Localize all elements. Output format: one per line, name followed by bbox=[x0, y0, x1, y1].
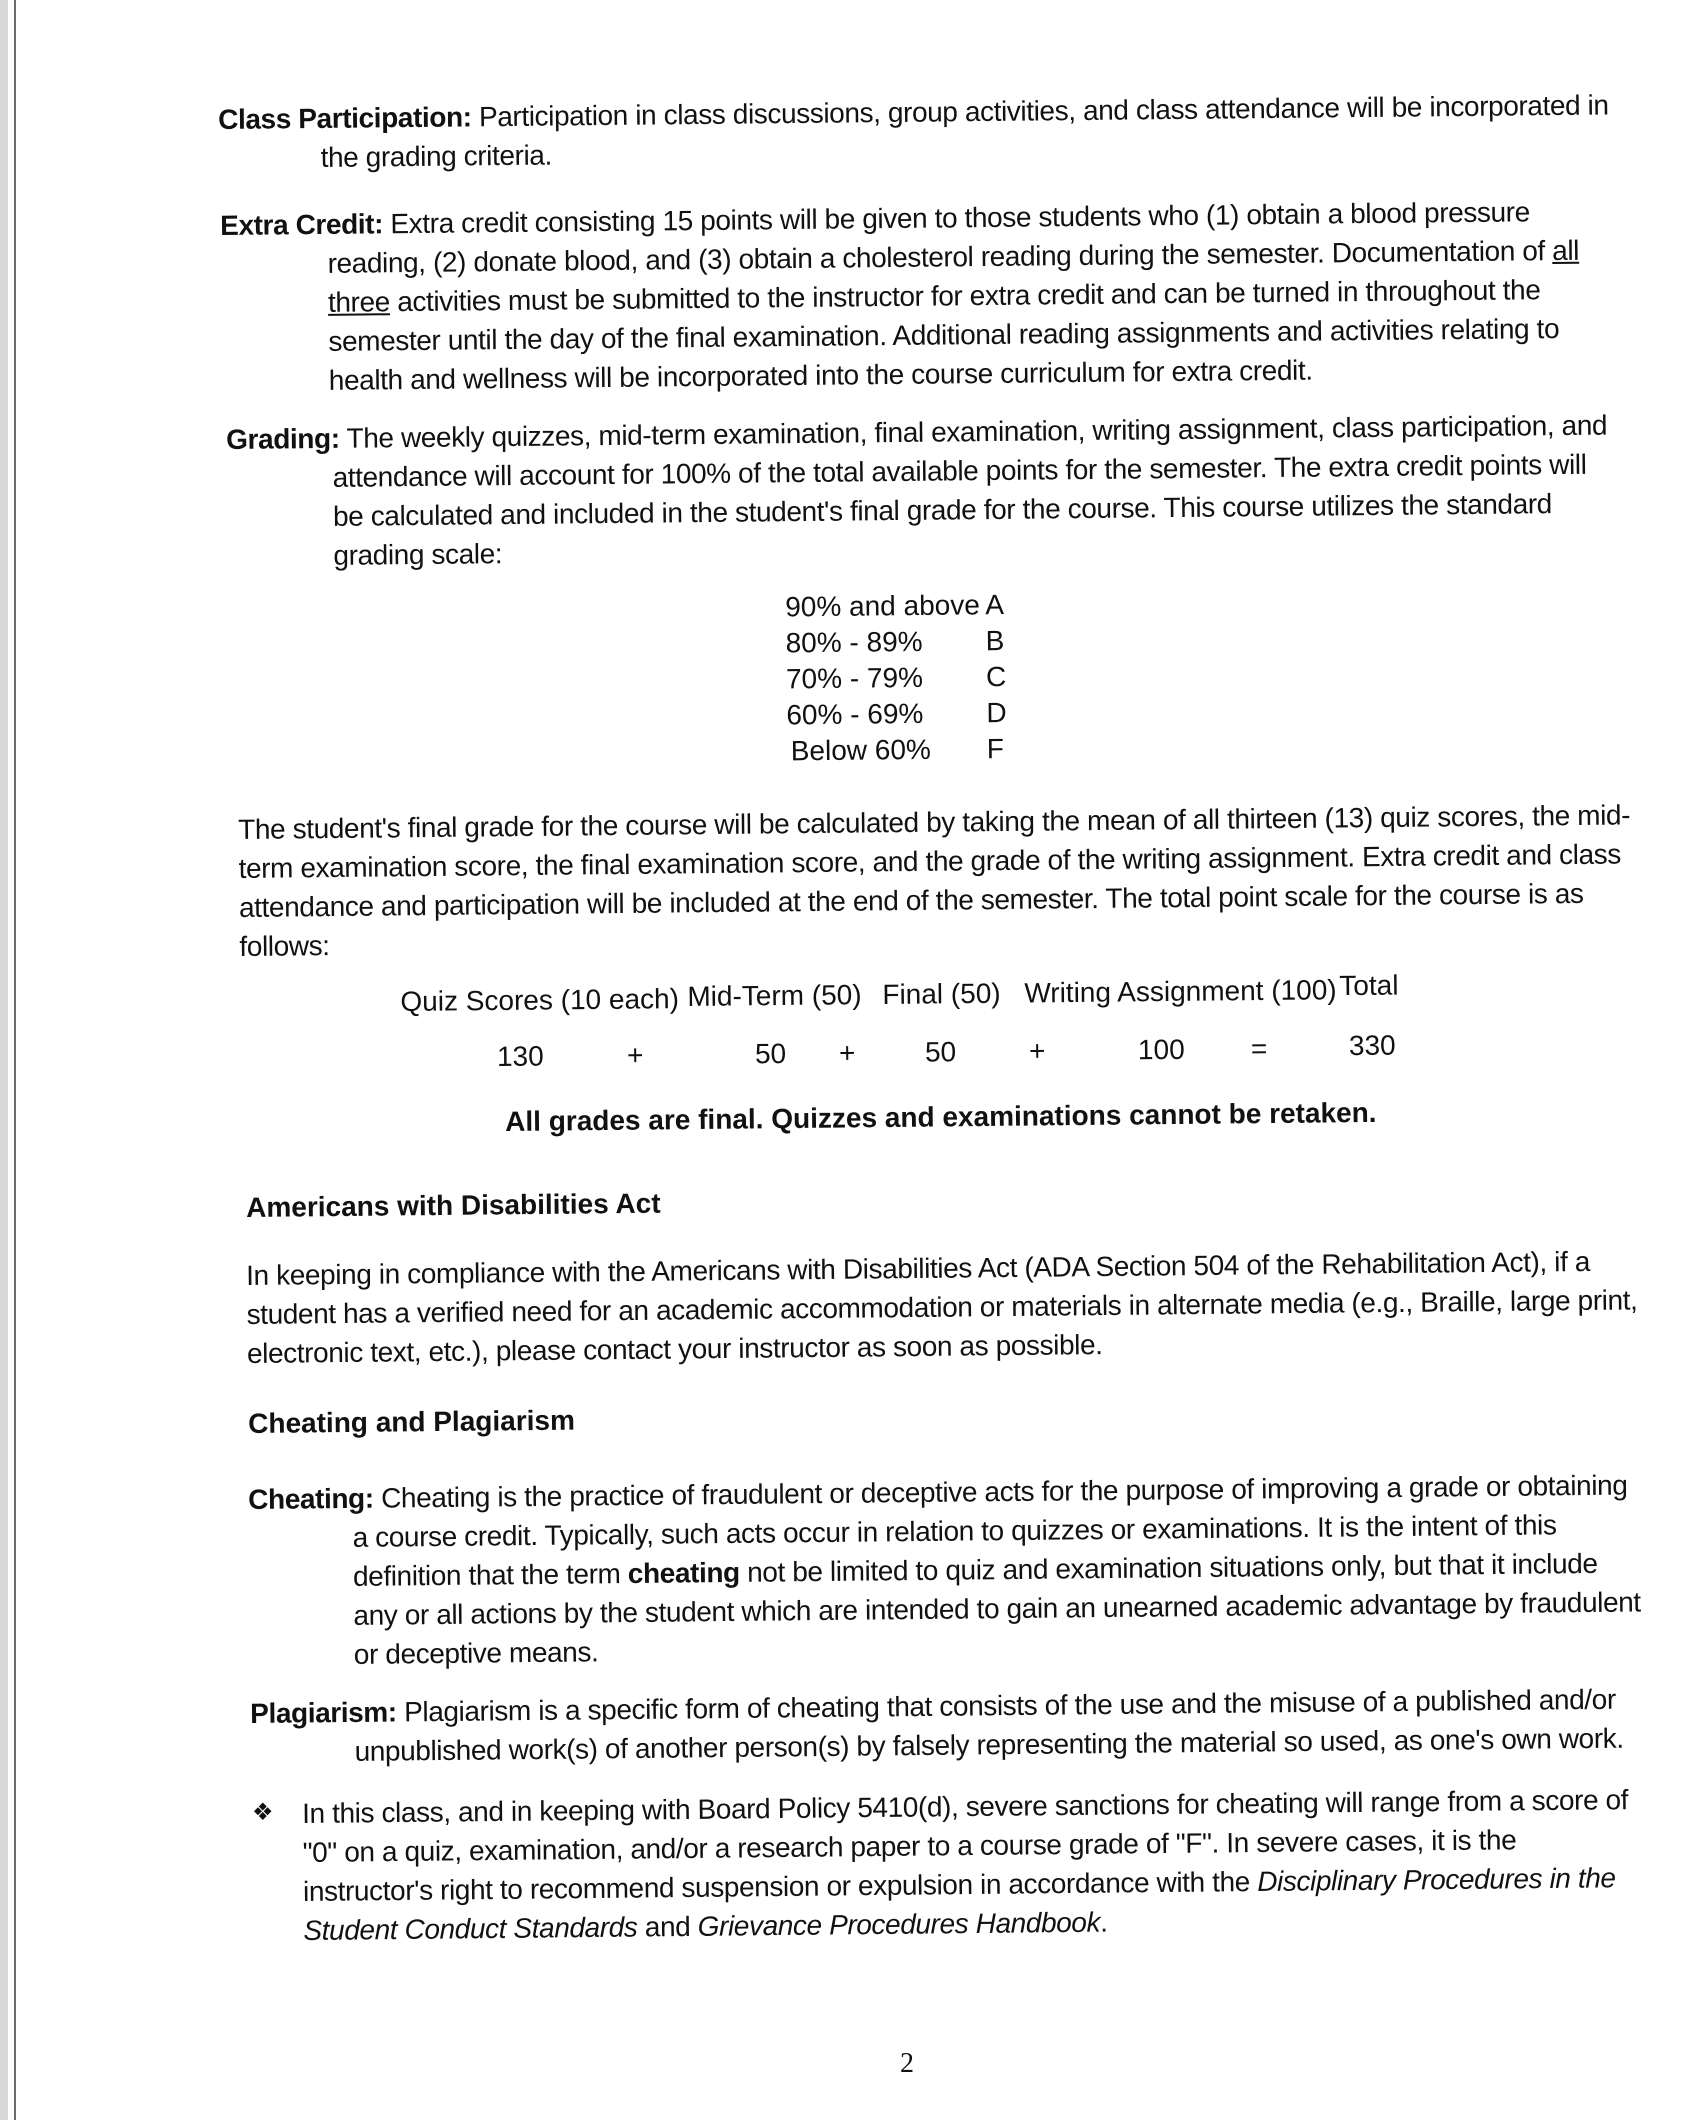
point-value-final: 50 bbox=[924, 1036, 957, 1068]
cheating-text-3: definition that the term bbox=[352, 1558, 628, 1592]
sanctions-text-1: In this class, and in keeping with Board Policy 5410(d), severe sanctions for cheating will range from a score of bbox=[302, 1784, 1629, 1829]
extra-credit-text-5: health and wellness will be incorporated into the course curriculum for extra credit. bbox=[328, 354, 1313, 396]
final-grade-text-1: The student's final grade for the course will be calculated by taking the mean of all thirteen (13) quiz scores, the mid- bbox=[238, 799, 1631, 845]
cheating-section bbox=[248, 1465, 1641, 1675]
final-grade-text-3: attendance and participation will be included at the end of the semester. The total point scale for the course is as bbox=[238, 877, 1584, 923]
cheating-text: Cheating is the practice of fraudulent or deceptive acts for the purpose of improving a grade or obtaining bbox=[380, 1469, 1628, 1514]
plagiarism-text: Plagiarism is a specific form of cheating that consists of the use and the misuse of a published and/or bbox=[403, 1683, 1616, 1728]
grade-letter: F bbox=[986, 733, 1005, 765]
point-header-quiz: Quiz Scores (10 each) bbox=[400, 983, 680, 1017]
grade-letter: A bbox=[985, 589, 1005, 621]
point-plus: + bbox=[838, 1037, 856, 1069]
extra-credit-section bbox=[220, 192, 1580, 401]
point-value-quiz: 130 bbox=[496, 1040, 544, 1072]
point-value-writing: 100 bbox=[1137, 1033, 1185, 1066]
ada-text-1: In keeping in compliance with the Americans with Disabilities Act (ADA Section 504 of the Rehabilitation Act), if a bbox=[246, 1245, 1591, 1291]
cheating-text-3b: not be limited to quiz and examination situations only, but that it include bbox=[739, 1547, 1598, 1588]
point-header-midterm: Mid-Term (50) bbox=[687, 979, 862, 1012]
grade-row bbox=[786, 695, 1046, 734]
grade-row bbox=[786, 659, 1046, 698]
ada-text-3: electronic text, etc.), please contact your instructor as soon as possible. bbox=[246, 1329, 1103, 1369]
point-header-final: Final (50) bbox=[882, 977, 1001, 1010]
extra-credit-text: Extra credit consisting 15 points will be given to those students who (1) obtain a blood pressure bbox=[390, 196, 1530, 240]
grading-text-2: attendance will account for 100% of the total available points for the semester. The extra credit points will bbox=[332, 448, 1587, 493]
class-participation-text: Participation in class discussions, group activities, and class attendance will be incorporated in bbox=[478, 89, 1609, 133]
grade-range: Below 60% bbox=[790, 733, 932, 767]
point-header-writing: Writing Assignment (100) bbox=[1024, 974, 1337, 1009]
plagiarism-label: Plagiarism: bbox=[250, 1696, 397, 1729]
cheating-text-5: or deceptive means. bbox=[353, 1636, 599, 1670]
final-note: All grades are final. Quizzes and examinations cannot be retaken. bbox=[505, 1096, 1377, 1137]
grade-row bbox=[787, 731, 1047, 770]
grading-text-4: grading scale: bbox=[333, 538, 503, 571]
grade-range: 70% - 79% bbox=[785, 661, 924, 695]
sanctions-text-4-italic: Student Conduct Standards bbox=[303, 1911, 638, 1946]
grading-label: Grading: bbox=[226, 422, 340, 455]
plagiarism-section bbox=[250, 1680, 1624, 1772]
grading-text: The weekly quizzes, mid-term examination, final examination, writing assignment, class participation, and bbox=[346, 409, 1608, 454]
sanctions-text-3: instructor's right to recommend suspension or expulsion in accordance with the bbox=[302, 1866, 1258, 1907]
cheating-text-2: a course credit. Typically, such acts occur in relation to quizzes or examinations. It is the intent of this bbox=[352, 1509, 1557, 1553]
cheating-label: Cheating: bbox=[248, 1482, 374, 1515]
point-equals: = bbox=[1250, 1032, 1268, 1065]
final-grade-text-4: follows: bbox=[239, 930, 330, 962]
grade-scale bbox=[785, 587, 1047, 770]
sanctions-section bbox=[302, 1780, 1630, 1950]
grading-text-3: be calculated and included in the student's final grade for the course. This course utilizes the standard bbox=[332, 488, 1553, 532]
ada-heading: Americans with Disabilities Act bbox=[246, 1187, 661, 1223]
sanctions-text-4-end: . bbox=[1099, 1906, 1108, 1938]
grade-range: 90% and above bbox=[785, 589, 981, 623]
point-plus: + bbox=[626, 1039, 644, 1071]
grade-row bbox=[785, 587, 1045, 626]
point-scale bbox=[400, 951, 1441, 1072]
point-value-total: 330 bbox=[1348, 1029, 1396, 1062]
sanctions-text-2: "0" on a quiz, examination, and/or a research paper to a course grade of "F". In severe cases, it is the bbox=[302, 1824, 1517, 1868]
diamond-bullet-icon: ❖ bbox=[252, 1799, 274, 1826]
grade-row bbox=[785, 623, 1045, 662]
class-participation-text-2: the grading criteria. bbox=[320, 139, 553, 173]
grade-letter: D bbox=[986, 697, 1007, 729]
final-grade-paragraph bbox=[238, 795, 1631, 966]
extra-credit-text-2: reading, (2) donate blood, and (3) obtain a cholesterol reading during the semester. Documentation of bbox=[327, 235, 1553, 279]
point-header-total: Total bbox=[1339, 969, 1399, 1002]
grade-range: 60% - 69% bbox=[786, 697, 924, 731]
class-participation-section bbox=[218, 85, 1609, 178]
ada-section bbox=[246, 1241, 1638, 1373]
extra-credit-three: three bbox=[327, 286, 391, 318]
point-value-midterm: 50 bbox=[754, 1037, 787, 1070]
point-plus: + bbox=[1028, 1035, 1046, 1067]
ada-text-2: student has a verified need for an academic accommodation or materials in alternate media (e.g., Braille, large print, bbox=[246, 1284, 1638, 1330]
cheating-text-4: any or all actions by the student which are intended to gain an unearned academic advantage by fraudulent bbox=[353, 1586, 1641, 1631]
grade-letter: B bbox=[985, 625, 1005, 657]
extra-credit-all: all bbox=[1552, 234, 1580, 267]
plagiarism-text-2: unpublished work(s) of another person(s) by falsely representing the material so used, as one's own work. bbox=[354, 1722, 1624, 1767]
grade-range: 80% - 89% bbox=[785, 625, 923, 659]
grade-letter: C bbox=[985, 661, 1007, 693]
final-grade-text-2: term examination score, the final examination score, and the grade of the writing assignment. Extra credit and class bbox=[238, 838, 1622, 884]
extra-credit-text-3: activities must be submitted to the instructor for extra credit and can be turned in throughout the bbox=[389, 274, 1541, 318]
cheating-term: cheating bbox=[627, 1556, 740, 1590]
class-participation-label: Class Participation: bbox=[218, 101, 472, 135]
cheating-plagiarism-heading: Cheating and Plagiarism bbox=[248, 1404, 576, 1439]
grading-section bbox=[226, 406, 1608, 576]
page-number: 2 bbox=[900, 2048, 914, 2079]
sanctions-text-3-italic: Disciplinary Procedures in the bbox=[1257, 1862, 1616, 1898]
extra-credit-label: Extra Credit: bbox=[220, 208, 384, 241]
extra-credit-text-4: semester until the day of the final examination. Additional reading assignments and activities relating to bbox=[328, 312, 1560, 357]
sanctions-text-4: and bbox=[637, 1910, 698, 1943]
sanctions-text-4-italic-2: Grievance Procedures Handbook bbox=[697, 1906, 1101, 1942]
